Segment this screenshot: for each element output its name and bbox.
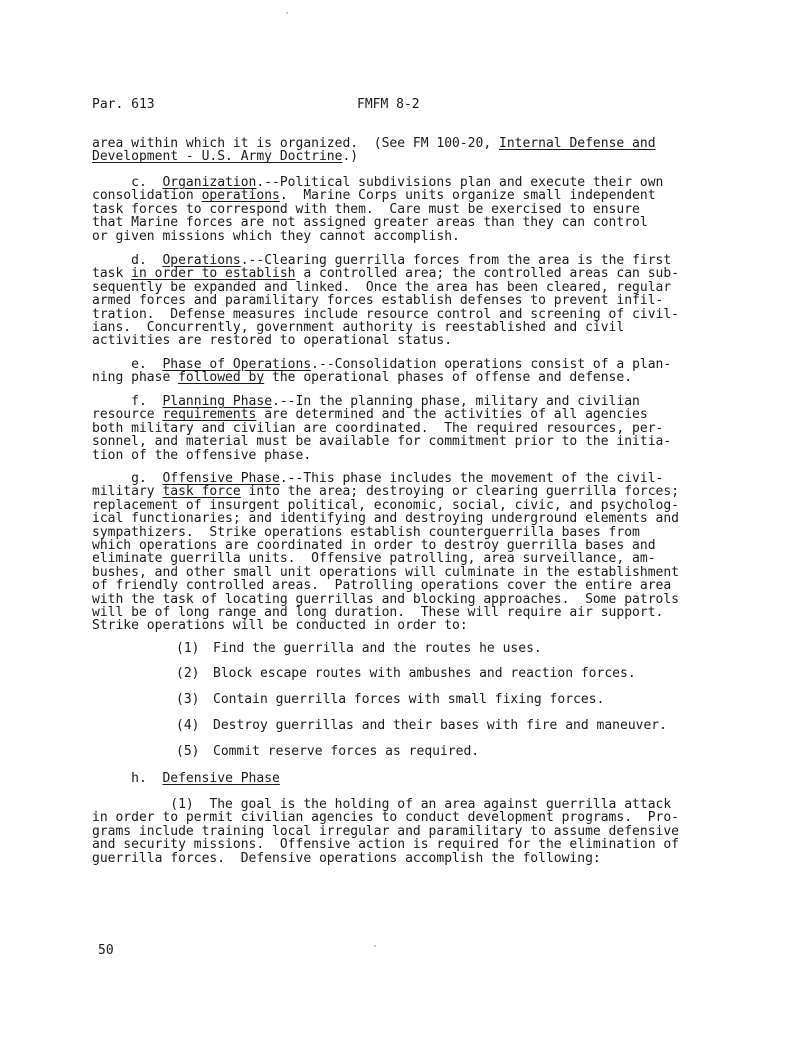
paragraph-text: ning phase — [92, 370, 179, 386]
paragraph-text: both military and civilian are coordinated. The required resources, per- sonnel, and material must be available for commitment prior to the initia- tion of the offensive phase. — [92, 420, 672, 463]
paragraph-lead: e. — [92, 357, 163, 372]
heading-planning-phase: Planning Phase — [162, 394, 273, 409]
list-text: Destroy guerrillas and their bases with fire and maneuver. — [213, 718, 667, 733]
paragraph-h-heading — [92, 772, 682, 785]
paragraph-lead: g. — [92, 471, 163, 486]
underlined-text: in order to establish — [131, 266, 296, 282]
page-number: 50 — [98, 943, 114, 958]
list-item — [176, 745, 479, 758]
scan-speck — [286, 12, 288, 14]
paragraph-reference: Par. 613 — [92, 97, 155, 112]
heading-operations: Operations — [162, 253, 241, 268]
heading-organization: Organization — [162, 175, 257, 190]
underlined-text: followed by — [178, 370, 265, 386]
list-number: (4) — [176, 718, 200, 733]
paragraph-text: .--Consolidation operations consist of a plan- — [311, 357, 672, 372]
paragraph-text: the operational phases of offense and defense. — [264, 370, 633, 386]
intro-end: .) — [342, 149, 359, 165]
list-number: (3) — [176, 692, 200, 707]
list-number: (1) — [176, 641, 200, 656]
paragraph-h-1 — [92, 798, 682, 865]
paragraph-text: are determined and the activities of all agencies — [256, 407, 648, 423]
paragraph-lead: c. — [92, 175, 163, 190]
reference-title-cont: Development - U.S. Army Doctrine — [92, 149, 343, 165]
underlined-text: operations — [201, 188, 280, 204]
list-item — [176, 642, 542, 655]
heading-offensive-phase: Offensive Phase — [162, 471, 280, 486]
paragraph-text: task forces to correspond with them. Care must be exercised to ensure that Marine forces are not assigned greater areas than they can control or given missions which they cannot accomplish. — [92, 201, 648, 244]
intro-paragraph — [92, 137, 682, 164]
paragraph-d — [92, 254, 682, 348]
list-text: Find the guerrilla and the routes he uses. — [213, 641, 542, 656]
list-text: Commit reserve forces as required. — [213, 744, 480, 759]
paragraph-text: replacement of insurgent political, economic, social, civic, and psycholog- ical functionaries; and identifying and destroying underground elements and sympathizers. Strike operations establish counterguerrilla bases from which operations are coordinated in order to destroy guerrilla bases and eliminate guerrilla units. Offensive patrolling, area surveillance, am- bushes, and other small unit operations will culminate in the establishment of friendly controlled areas. Patrolling operations cover the entire area with the task of locating guerrillas and blocking approaches. Some patrols will be of long range and long duration. These will require air support. Strike operations will be conducted in order to: — [92, 497, 679, 634]
intro-text: area within which it is organized. (See FM 100-20, — [92, 136, 499, 151]
heading-phase-of-operations: Phase of Operations — [162, 357, 312, 372]
paragraph-text: consolidation — [92, 188, 202, 204]
paragraph-text: (1) The goal is the holding of an area against guerrilla attack in order to permit civilian agencies to conduct development programs. Pro- grams include training local irregular and paramilitary to assume defensive and security missions. Offensive action is required for the elimination of guerrilla forces. Defensive operations accomplish the following: — [92, 797, 679, 866]
list-text: Block escape routes with ambushes and reaction forces. — [213, 666, 636, 681]
list-item — [176, 667, 636, 680]
underlined-text: task force — [162, 484, 241, 500]
paragraph-lead: d. — [92, 253, 163, 268]
paragraph-f — [92, 395, 682, 462]
paragraph-text: . Marine Corps units organize small independent — [279, 188, 656, 204]
paragraph-text: a controlled area; the controlled areas can sub- — [295, 266, 680, 282]
list-number: (2) — [176, 666, 200, 681]
list-item — [176, 693, 604, 706]
paragraph-c — [92, 176, 682, 243]
paragraph-text: sequently be expanded and linked. Once the area has been cleared, regular armed forces and paramilitary forces establish defenses to prevent infil- tration. Defense measures include resource control and screening of civil- ians. Concurrently, government authority is reestablished and civil activities are restored to operational status. — [92, 279, 679, 349]
list-number: (5) — [176, 744, 200, 759]
paragraph-g — [92, 472, 682, 633]
paragraph-text: .--This phase includes the movement of the civil- — [279, 471, 664, 486]
reference-title: Internal Defense and — [499, 136, 656, 151]
paragraph-lead: f. — [92, 394, 163, 409]
paragraph-e — [92, 358, 682, 385]
paragraph-text: into the area; destroying or clearing guerrilla forces; — [240, 484, 680, 500]
list-item — [176, 719, 667, 732]
paragraph-text: resource — [92, 407, 163, 423]
scan-speck — [374, 945, 376, 947]
paragraph-text: military — [92, 484, 163, 500]
paragraph-text: .--Clearing guerrilla forces from the area is the first — [240, 253, 672, 268]
paragraph-text: .--Political subdivisions plan and execute their own — [256, 175, 664, 190]
heading-defensive-phase: Defensive Phase — [162, 771, 280, 786]
paragraph-text: .--In the planning phase, military and civilian — [272, 394, 640, 409]
underlined-text: requirements — [162, 407, 257, 423]
list-text: Contain guerrilla forces with small fixing forces. — [213, 692, 605, 707]
paragraph-text: task — [92, 266, 132, 282]
manual-identifier: FMFM 8-2 — [357, 97, 420, 112]
paragraph-lead: h. — [92, 771, 163, 786]
